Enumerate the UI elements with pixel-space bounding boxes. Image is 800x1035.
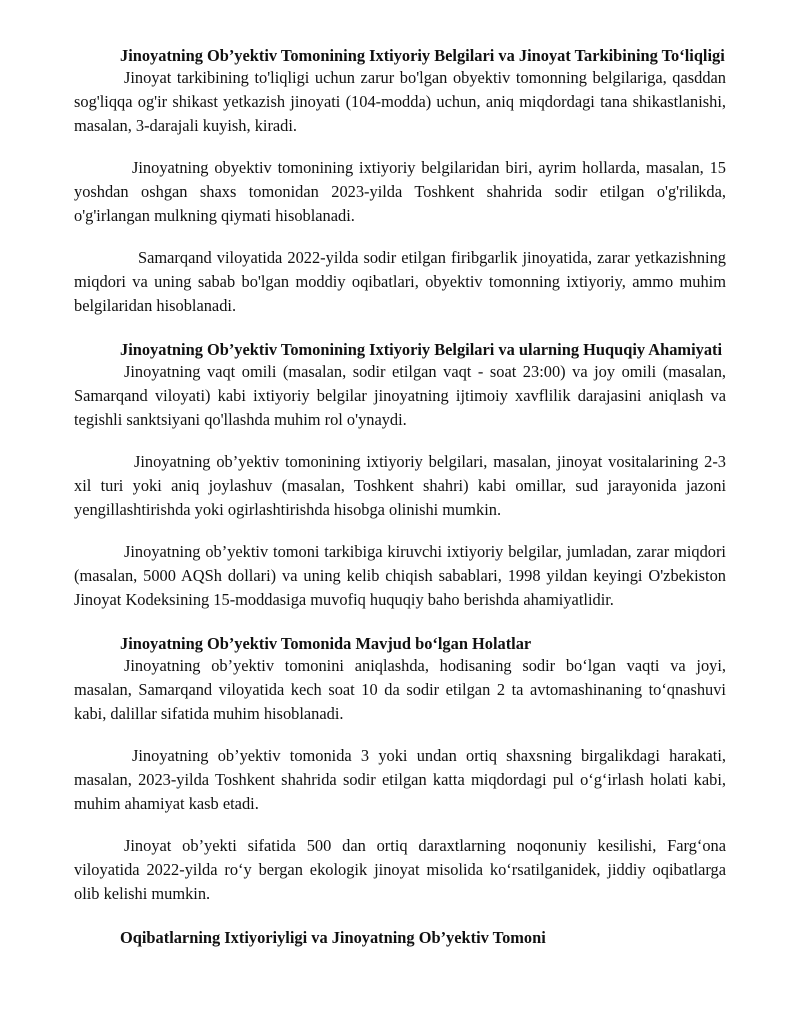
paragraph: Samarqand viloyatida 2022-yilda sodir etilgan firibgarlik jinoyatida, zarar yetkazishning miqdori va uning sabab bo'lgan moddiy oqibatlari, obyektiv tomonning ixtiyoriy, ammo muhim belgilaridan hisoblanadi. — [74, 248, 726, 315]
paragraph: Jinoyat tarkibining to'liqligi uchun zarur bo'lgan obyektiv tomonning belgilariga, qasddan sog'liqqa og'ir shikast yetkazish jinoyati (104-modda) uchun, aniq miqdordagi tana shikastlanishi, masalan, 3-darajali kuyish, kiradi. — [74, 68, 726, 135]
paragraph: Jinoyatning ob’yektiv tomoni tarkibiga kiruvchi ixtiyoriy belgilar, jumladan, zarar miqdori (masalan, 5000 AQSh dollari) va uning kelib chiqish sabablari, 1998 yildan keyingi O'zbekiston Jinoyat Kodeksining 15-moddasiga muvofiq huquqiy baho berishda ahamiyatlidir. — [74, 542, 726, 609]
paragraph: Jinoyatning ob’yektiv tomonini aniqlashda, hodisaning sodir bo‘lgan vaqti va joyi, masalan, Samarqand viloyatida kech soat 10 da sodir etilgan 2 ta avtomashinaning to‘qnashuvi kabi, dalillar sifatida muhim hisoblanadi. — [74, 656, 726, 723]
paragraph: Jinoyatning ob’yektiv tomonining ixtiyoriy belgilari, masalan, jinoyat vositalarining 2-3 xil turi yoki aniq joylashuv (masalan, Toshkent shahri) kabi omillar, sud jarayonida jazoni yengillashtirishda yoki ogirlashtirishda hisobga olinishi mumkin. — [74, 452, 726, 519]
document-page — [74, 46, 726, 948]
section-4 — [74, 928, 726, 948]
paragraph: Jinoyatning obyektiv tomonining ixtiyoriy belgilaridan biri, ayrim hollarda, masalan, 15 yoshdan oshgan shaxs tomonidan 2023-yilda Toshkent shahrida sodir etilgan o'g'rilikda, o'g'irlangan mulkning qiymati hisoblanadi. — [74, 158, 726, 225]
paragraph: Jinoyatning vaqt omili (masalan, sodir etilgan vaqt - soat 23:00) va joy omili (masalan, Samarqand viloyati) kabi ixtiyoriy belgilar jinoyatning ijtimoiy xavflilik darajasini aniqlash va tegishli sanktsiyani qo'llashda muhim rol o'ynaydi. — [74, 362, 726, 429]
section-heading: Oqibatlarning Ixtiyoriyligi va Jinoyatning Ob’yektiv Tomoni — [120, 928, 546, 947]
section-heading: Jinoyatning Ob’yektiv Tomonining Ixtiyoriy Belgilari va Jinoyat Tarkibining To‘liqligi — [120, 46, 725, 65]
section-heading: Jinoyatning Ob’yektiv Tomonida Mavjud bo‘lgan Holatlar — [120, 634, 532, 653]
paragraph: Jinoyatning ob’yektiv tomonida 3 yoki undan ortiq shaxsning birgalikdagi harakati, masalan, 2023-yilda Toshkent shahrida sodir etilgan katta miqdordagi pul o‘g‘irlash holati kabi, muhim ahamiyat kasb etadi. — [74, 746, 726, 813]
section-heading: Jinoyatning Ob’yektiv Tomonining Ixtiyoriy Belgilari va ularning Huquqiy Ahamiyati — [120, 340, 723, 359]
section-1 — [74, 46, 726, 318]
section-3 — [74, 634, 726, 906]
section-2 — [74, 340, 726, 612]
paragraph: Jinoyat ob’yekti sifatida 500 dan ortiq daraxtlarning noqonuniy kesilishi, Farg‘ona viloyatida 2022-yilda ro‘y bergan ekologik jinoyat misolida ko‘rsatilganidek, jiddiy oqibatlarga olib kelishi mumkin. — [74, 836, 726, 903]
